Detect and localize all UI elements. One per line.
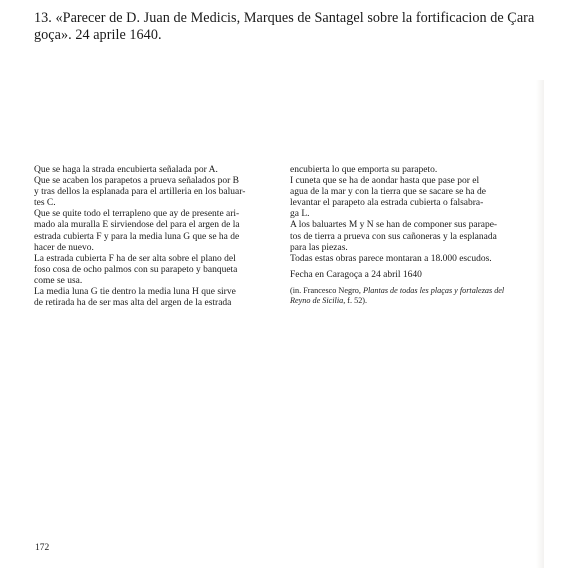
citation-title-2: Reyno de Sicilia [290,295,344,305]
heading-line-2: goça». 24 aprile 1640. [34,27,162,43]
text-line: Que se haga la strada encubierta señalada por A. [34,165,218,175]
text-line: La media luna G tie dentro la media luna H que sirve [34,287,236,298]
text-line: tos de tierra a prueva con sus cañoneras y la esplanada [290,231,497,242]
page-edge [544,0,568,568]
citation-prefix: (in. Francesco Negro, [290,285,363,295]
text-line: come se usa. [34,275,83,286]
text-line: foso cosa de ocho palmos con su parapeto y banqueta [34,264,238,275]
text-line: A los baluartes M y N se han de componer sus parape- [290,220,498,231]
citation-suffix: , f. 52). [343,295,368,305]
text-line: Que se quite todo el terrapleno que ay de presente ari- [34,209,240,220]
citation-line-2 [290,296,534,306]
text-line: Que se acaben los parapetos a prueva señalados por B [34,176,239,187]
citation-line-1 [290,286,534,296]
text-line: tes C. [34,198,56,209]
text-line: estrada cubierta F y para la media luna G que se ha de [34,231,240,242]
heading-line-1: 13. «Parecer de D. Juan de Medicis, Marques de Santagel sobre la fortificacion de Çara [34,10,535,26]
text-line: y tras dellos la esplanada para el artilleria en los baluar- [34,187,246,198]
text-line: ga L. [290,209,310,220]
text-line: I cuneta que se ha de aondar hasta que pase por el [290,176,480,187]
text-line: levantar el parapeto ala estrada cubierta o falsabra- [290,198,484,209]
page-number: 172 [35,543,50,553]
text-line: para las piezas. [290,242,348,253]
document-heading [34,10,535,44]
text-line: mado ala muralla E sirviendose del para el argen de la [34,220,240,231]
date-line: Fecha en Caragoça a 24 abril 1640 [290,269,422,280]
text-line: encubierta lo que emporta su parapeto. [290,165,438,175]
citation [290,286,534,306]
text-line: hacer de nuevo. [34,242,94,253]
citation-title-1: Plantas de todas les plaças y fortalezas del [362,285,505,295]
text-line: agua de la mar y con la tierra que se sacare se ha de [290,187,486,198]
text-line: La estrada cubierta F ha de ser alta sobre el plano del [34,253,236,264]
text-line: de retirada ha de ser mas alta del argen de la estrada [34,298,232,309]
text-line: Todas estas obras parece montaran a 18.000 escudos. [290,253,492,264]
page-edge-shadow [536,80,544,568]
left-column [34,165,278,309]
right-column [290,165,534,306]
